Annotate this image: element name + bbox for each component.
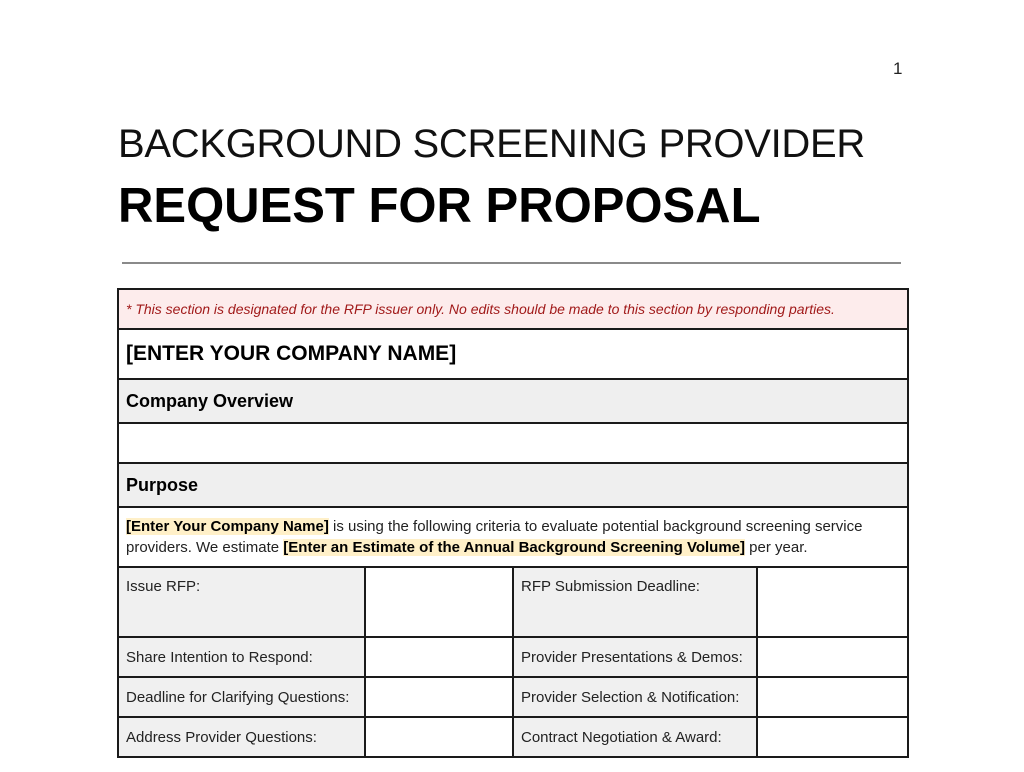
issuer-notice: * This section is designated for the RFP issuer only. No edits should be made to this section by responding parties. bbox=[118, 289, 908, 329]
schedule-row bbox=[118, 717, 908, 757]
purpose-text-part1: is using the following criteria to evaluate potential background screening service providers. We estimate bbox=[126, 518, 863, 556]
purpose-row bbox=[118, 507, 908, 567]
company-name-row bbox=[118, 329, 908, 379]
contract-award-label: Contract Negotiation & Award: bbox=[513, 717, 757, 757]
company-name-field[interactable]: [ENTER YOUR COMPANY NAME] bbox=[118, 329, 908, 379]
title-divider bbox=[122, 262, 901, 264]
provider-questions-date-field[interactable] bbox=[365, 717, 513, 757]
page-number: 1 bbox=[893, 59, 903, 78]
purpose-text[interactable] bbox=[118, 507, 908, 567]
provider-selection-label: Provider Selection & Notification: bbox=[513, 677, 757, 717]
provider-selection-date-field[interactable] bbox=[757, 677, 908, 717]
submission-deadline-label: RFP Submission Deadline: bbox=[513, 567, 757, 637]
company-overview-row bbox=[118, 423, 908, 463]
presentations-demos-date-field[interactable] bbox=[757, 637, 908, 677]
rfp-form-table bbox=[117, 288, 909, 758]
provider-questions-label: Address Provider Questions: bbox=[118, 717, 365, 757]
intention-to-respond-label: Share Intention to Respond: bbox=[118, 637, 365, 677]
presentations-demos-label: Provider Presentations & Demos: bbox=[513, 637, 757, 677]
issue-rfp-date-field[interactable] bbox=[365, 567, 513, 637]
purpose-heading: Purpose bbox=[118, 463, 908, 507]
submission-deadline-date-field[interactable] bbox=[757, 567, 908, 637]
clarifying-questions-label: Deadline for Clarifying Questions: bbox=[118, 677, 365, 717]
schedule-row bbox=[118, 567, 908, 637]
company-overview-heading: Company Overview bbox=[118, 379, 908, 423]
purpose-text-part2: per year. bbox=[745, 539, 808, 556]
clarifying-questions-date-field[interactable] bbox=[365, 677, 513, 717]
intention-to-respond-date-field[interactable] bbox=[365, 637, 513, 677]
company-overview-field[interactable] bbox=[118, 423, 908, 463]
contract-award-date-field[interactable] bbox=[757, 717, 908, 757]
company-overview-heading-row bbox=[118, 379, 908, 423]
issue-rfp-label: Issue RFP: bbox=[118, 567, 365, 637]
company-name-placeholder[interactable]: [Enter Your Company Name] bbox=[126, 518, 329, 535]
issuer-notice-row bbox=[118, 289, 908, 329]
purpose-heading-row bbox=[118, 463, 908, 507]
schedule-row bbox=[118, 637, 908, 677]
document-title: REQUEST FOR PROPOSAL bbox=[118, 179, 761, 233]
volume-estimate-placeholder[interactable]: [Enter an Estimate of the Annual Background Screening Volume] bbox=[283, 539, 746, 556]
schedule-row bbox=[118, 677, 908, 717]
document-subtitle: BACKGROUND SCREENING PROVIDER bbox=[118, 122, 865, 166]
